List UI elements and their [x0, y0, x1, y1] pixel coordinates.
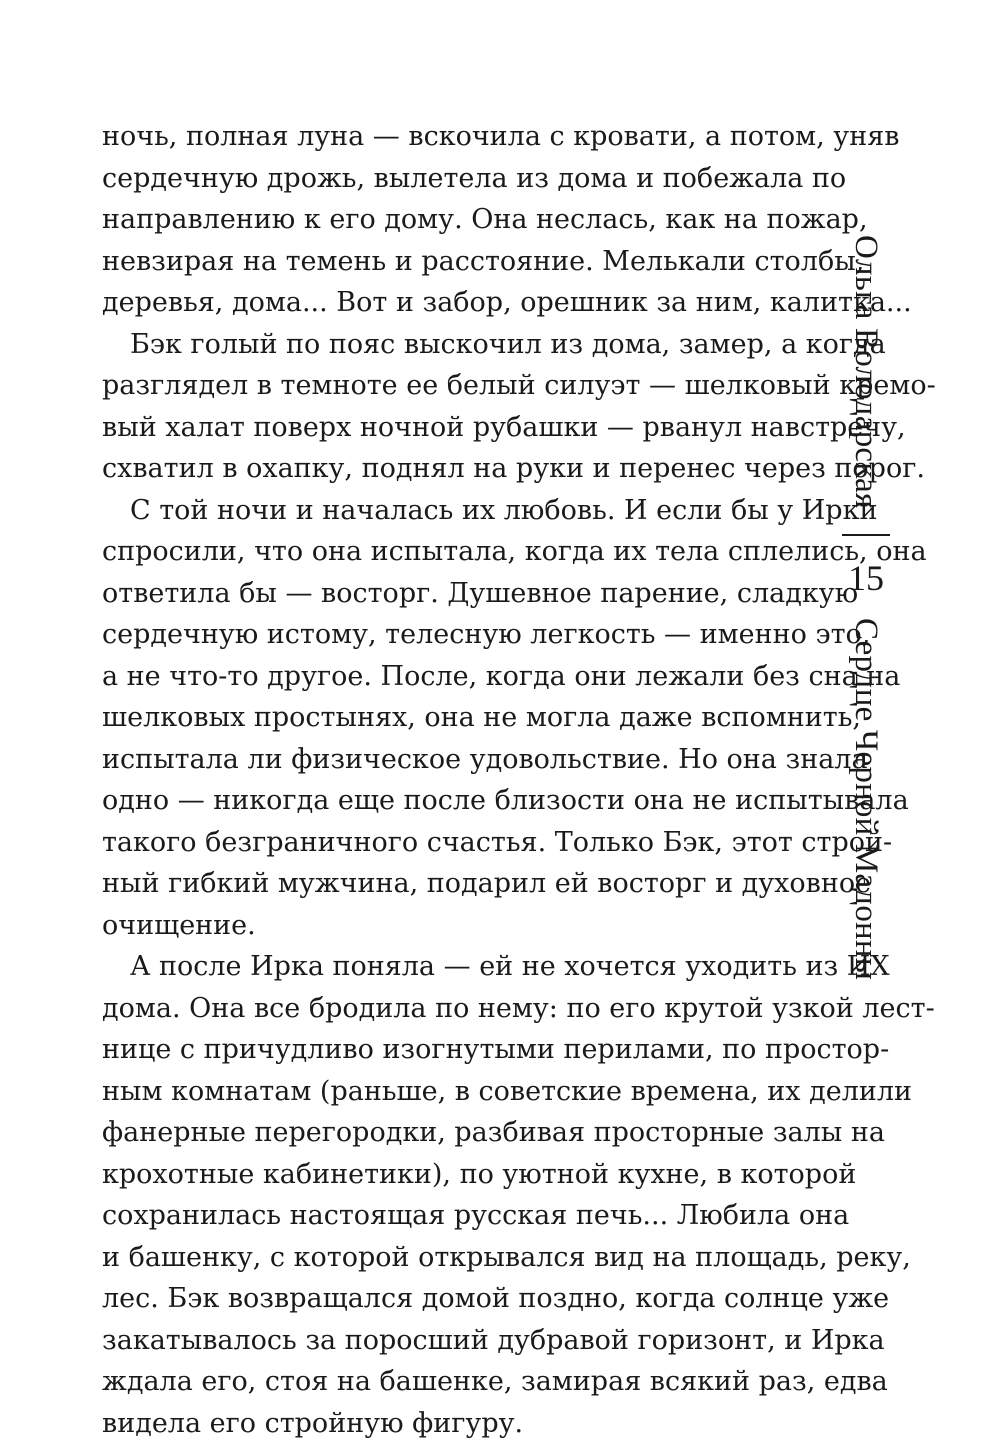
text-line: лес. Бэк возвращался домой поздно, когда солнце уже [102, 1278, 840, 1320]
text-line: вый халат поверх ночной рубашки — рванул навстречу, [102, 407, 840, 449]
divider [842, 534, 890, 536]
paragraph-start-line: Бэк голый по пояс выскочил из дома, замер, а когда [102, 324, 840, 366]
book-title: Сердце Черной Мадонны [842, 618, 890, 980]
text-line: невзирая на темень и расстояние. Мелькали столбы, [102, 241, 840, 283]
text-line: ответила бы — восторг. Душевное парение, сладкую [102, 573, 840, 615]
text-line: ночь, полная луна — вскочила с кровати, а потом, уняв [102, 116, 840, 158]
body-text [102, 116, 840, 1444]
running-head [842, 235, 890, 1235]
text-line: а не что-то другое. После, когда они лежали без сна на [102, 656, 840, 698]
text-line: дома. Она все бродила по нему: по его крутой узкой лест- [102, 988, 840, 1030]
paragraph-end-line: видела его стройную фигуру. [102, 1403, 840, 1444]
page-number: 15 [848, 558, 884, 598]
text-line: и башенку, с которой открывался вид на площадь, реку, [102, 1237, 840, 1279]
text-line: сердечную дрожь, вылетела из дома и побежала по [102, 158, 840, 200]
text-line: одно — никогда еще после близости она не испытывала [102, 780, 840, 822]
text-line: закатывалось за поросший дубравой горизонт, и Ирка [102, 1320, 840, 1362]
text-line: шелковых простынях, она не могла даже вспомнить, [102, 697, 840, 739]
text-line: ждала его, стоя на башенке, замирая всякий раз, едва [102, 1361, 840, 1403]
text-line: сохранилась настоящая русская печь... Любила она [102, 1195, 840, 1237]
text-line: такого безграничного счастья. Только Бэк, этот строй- [102, 822, 840, 864]
text-line: фанерные перегородки, разбивая просторные залы на [102, 1112, 840, 1154]
text-line: крохотные кабинетики), по уютной кухне, в которой [102, 1154, 840, 1196]
text-line: схватил в охапку, поднял на руки и перенес через порог. [102, 448, 840, 490]
text-line: разглядел в темноте ее белый силуэт — шелковый кремо- [102, 365, 840, 407]
text-line: спросили, что она испытала, когда их тела сплелись, она [102, 531, 840, 573]
text-line: сердечную истому, телесную легкость — именно это, [102, 614, 840, 656]
text-line: ный гибкий мужчина, подарил ей восторг и духовное [102, 863, 840, 905]
paragraph-end-line: очищение. [102, 905, 840, 947]
text-line: испытала ли физическое удовольствие. Но она знала [102, 739, 840, 781]
paragraph-start-line: С той ночи и началась их любовь. И если бы у Ирки [102, 490, 840, 532]
text-line: деревья, дома... Вот и забор, орешник за ним, калитка... [102, 282, 840, 324]
paragraph-start-line: А после Ирка поняла — ей не хочется уходить из ИХ [102, 946, 840, 988]
author-name: Ольга Володарская [842, 235, 890, 508]
text-line: направлению к его дому. Она неслась, как на пожар, [102, 199, 840, 241]
text-line: нице с причудливо изогнутыми перилами, по простор- [102, 1029, 840, 1071]
text-line: ным комнатам (раньше, в советские времена, их делили [102, 1071, 840, 1113]
